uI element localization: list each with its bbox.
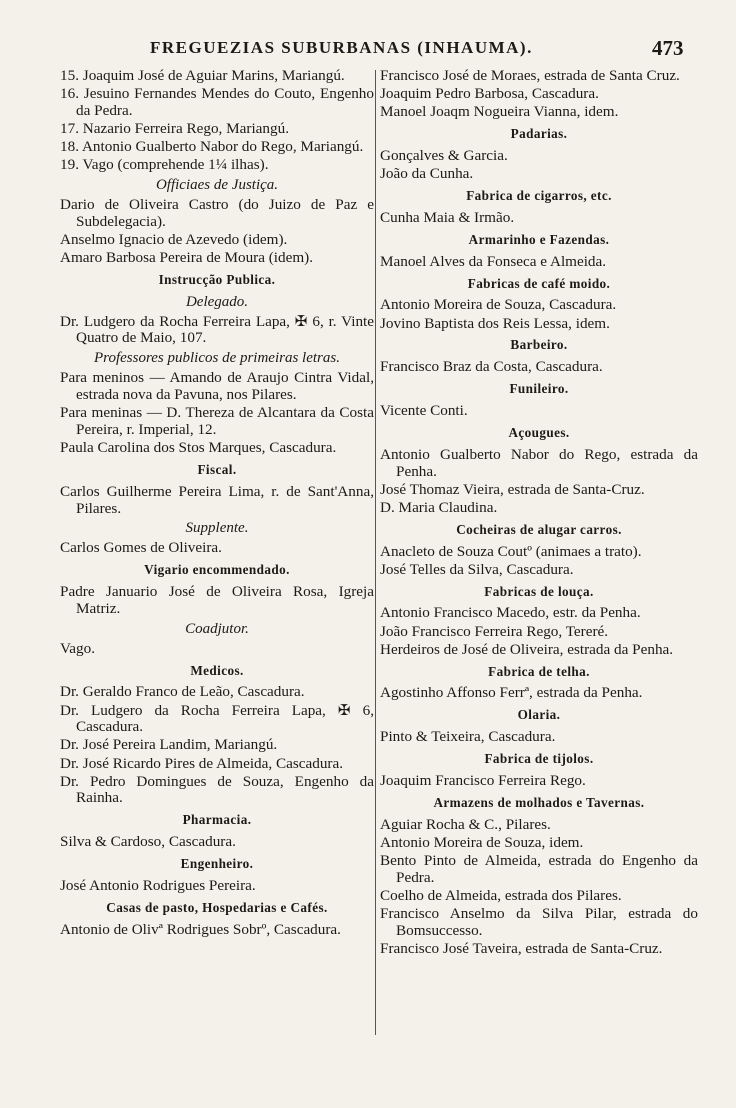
directory-entry: Cunha Maia & Irmão. — [380, 208, 515, 226]
section-heading: Casas de pasto, Hospedarias e Cafés. — [106, 899, 328, 915]
directory-entry: Para meninos — Amando de Araujo Cintra Vidal, estrada nova da Pavuna, nos Pilares. — [60, 369, 374, 403]
directory-entry: Antonio Francisco Macedo, estr. da Penha. — [380, 604, 641, 622]
directory-entry: Dr. José Pereira Landim, Mariangú. — [60, 736, 278, 754]
section-heading: Fabrica de cigarros, etc. — [466, 187, 612, 203]
directory-entry: Dr. Ludgero da Rocha Ferreira Lapa, ✠ 6, Cascadura. — [60, 701, 374, 736]
section-heading: Fabricas de louça. — [484, 583, 594, 599]
section-heading: Instrucção Publica. — [158, 271, 276, 287]
section-heading: Armazens de molhados e Tavernas. — [433, 794, 645, 810]
subsection-heading: Officiaes de Justiça. — [155, 177, 279, 194]
directory-entry: Carlos Guilherme Pereira Lima, r. de Sant'Anna, Pilares. — [60, 482, 374, 517]
directory-entry: Antonio Gualberto Nabor do Rego, estrada da Penha. — [380, 445, 698, 480]
section-heading: Padarias. — [510, 126, 568, 142]
directory-entry: Dr. José Ricardo Pires de Almeida, Cascadura. — [60, 754, 344, 772]
section-heading: Olaria. — [517, 707, 561, 723]
directory-entry: Vicente Conti. — [380, 402, 468, 420]
section-heading: Fabrica de tijolos. — [484, 751, 594, 767]
directory-entry: Anselmo Ignacio de Azevedo (idem). — [60, 230, 288, 248]
directory-entry: Francisco José Taveira, estrada de Santa-Cruz. — [380, 939, 663, 957]
directory-entry: Aguiar Rocha & C., Pilares. — [380, 815, 551, 833]
directory-entry: Vago. — [60, 639, 96, 657]
directory-entry: Francisco Braz da Costa, Cascadura. — [380, 358, 603, 376]
directory-entry: Paula Carolina dos Stos Marques, Cascadura. — [60, 438, 337, 456]
directory-entry: Manoel Joaqm Nogueira Vianna, idem. — [380, 103, 619, 121]
directory-entry: Francisco Anselmo da Silva Pilar, estrada do Bomsuccesso. — [380, 904, 698, 939]
directory-entry: José Thomaz Vieira, estrada de Santa-Cruz. — [380, 480, 645, 498]
section-heading: Pharmacia. — [182, 812, 252, 828]
directory-entry: D. Maria Claudina. — [380, 498, 498, 516]
directory-entry: Carlos Gomes de Oliveira. — [60, 539, 222, 557]
directory-entry: Dr. Ludgero da Rocha Ferreira Lapa, ✠ 6, r. Vinte Quatro de Maio, 107. — [60, 312, 374, 347]
directory-entry: Pinto & Teixeira, Cascadura. — [380, 728, 556, 746]
directory-entry: Agostinho Affonso Ferrª, estrada da Penha. — [380, 684, 643, 702]
directory-entry: Joaquim Francisco Ferreira Rego. — [380, 772, 586, 790]
directory-entry: Francisco José de Moraes, estrada de Santa Cruz. — [380, 67, 680, 84]
section-heading: Barbeiro. — [510, 337, 568, 353]
directory-entry: Antonio de Olivª Rodrigues Sobrº, Cascadura. — [60, 920, 341, 938]
section-heading: Açougues. — [508, 424, 570, 440]
directory-entry: Dr. Pedro Domingues de Souza, Engenho da Rainha. — [60, 772, 374, 807]
section-heading: Cocheiras de alugar carros. — [456, 521, 622, 537]
directory-entry: Amaro Barbosa Pereira de Moura (idem). — [60, 248, 314, 266]
directory-entry: João Francisco Ferreira Rego, Tereré. — [380, 622, 609, 640]
directory-entry: João da Cunha. — [380, 165, 474, 183]
subsection-heading: Delegado. — [185, 293, 249, 310]
subsection-heading: Coadjutor. — [185, 620, 249, 637]
section-heading: Armarinho e Fazendas. — [468, 231, 610, 247]
directory-entry: José Telles da Silva, Cascadura. — [380, 560, 574, 578]
directory-entry: Coelho de Almeida, estrada dos Pilares. — [380, 886, 622, 904]
directory-entry: Bento Pinto de Almeida, estrada do Engenho da Pedra. — [380, 851, 698, 886]
page-number: 473 — [652, 36, 684, 60]
section-heading: Funileiro. — [509, 381, 569, 397]
left-column — [60, 68, 374, 940]
directory-entry: Para meninas — D. Thereza de Alcantara da Costa Pereira, r. Imperial, 12. — [60, 404, 374, 438]
directory-entry: Dario de Oliveira Castro (do Juizo de Paz e Subdelegacia). — [60, 195, 374, 230]
directory-entry: Silva & Cardoso, Cascadura. — [60, 833, 236, 851]
directory-entry: Anacleto de Souza Coutº (animaes a trato). — [380, 542, 642, 560]
directory-entry: Jovino Baptista dos Reis Lessa, idem. — [380, 314, 610, 332]
directory-entry: 18. Antonio Gualberto Nabor do Rego, Mariangú. — [60, 138, 364, 156]
directory-entry: Joaquim Pedro Barbosa, Cascadura. — [380, 85, 599, 103]
directory-entry: Herdeiros de José de Oliveira, estrada da Penha. — [380, 640, 674, 658]
running-head: FREGUEZIAS SUBURBANAS (INHAUMA). — [150, 38, 533, 57]
right-column — [380, 68, 698, 959]
column-divider — [375, 70, 376, 1035]
section-heading: Fabricas de café moido. — [467, 275, 611, 291]
section-heading: Medicos. — [190, 662, 244, 678]
directory-entry: José Antonio Rodrigues Pereira. — [60, 877, 256, 894]
section-heading: Engenheiro. — [180, 856, 254, 872]
subsection-heading: Supplente. — [185, 520, 249, 537]
directory-entry: Gonçalves & Garcia. — [380, 146, 508, 164]
directory-entry: 15. Joaquim José de Aguiar Marins, Mariangú. — [60, 67, 345, 84]
directory-entry: 19. Vago (comprehende 1¼ ilhas). — [60, 156, 269, 174]
directory-entry: Padre Januario José de Oliveira Rosa, Igreja Matriz. — [60, 583, 374, 617]
subsection-heading: Professores publicos de primeiras letras. — [94, 350, 340, 367]
directory-entry: Manoel Alves da Fonseca e Almeida. — [380, 252, 607, 270]
directory-entry: Dr. Geraldo Franco de Leão, Cascadura. — [60, 683, 305, 701]
directory-entry: 16. Jesuino Fernandes Mendes do Couto, Engenho da Pedra. — [60, 85, 374, 119]
section-heading: Vigario encommendado. — [144, 562, 290, 578]
directory-entry: Antonio Moreira de Souza, idem. — [380, 833, 584, 851]
section-heading: Fabrica de telha. — [488, 663, 590, 679]
section-heading: Fiscal. — [197, 461, 237, 477]
directory-entry: Antonio Moreira de Souza, Cascadura. — [380, 296, 617, 314]
directory-entry: 17. Nazario Ferreira Rego, Mariangú. — [60, 119, 289, 137]
